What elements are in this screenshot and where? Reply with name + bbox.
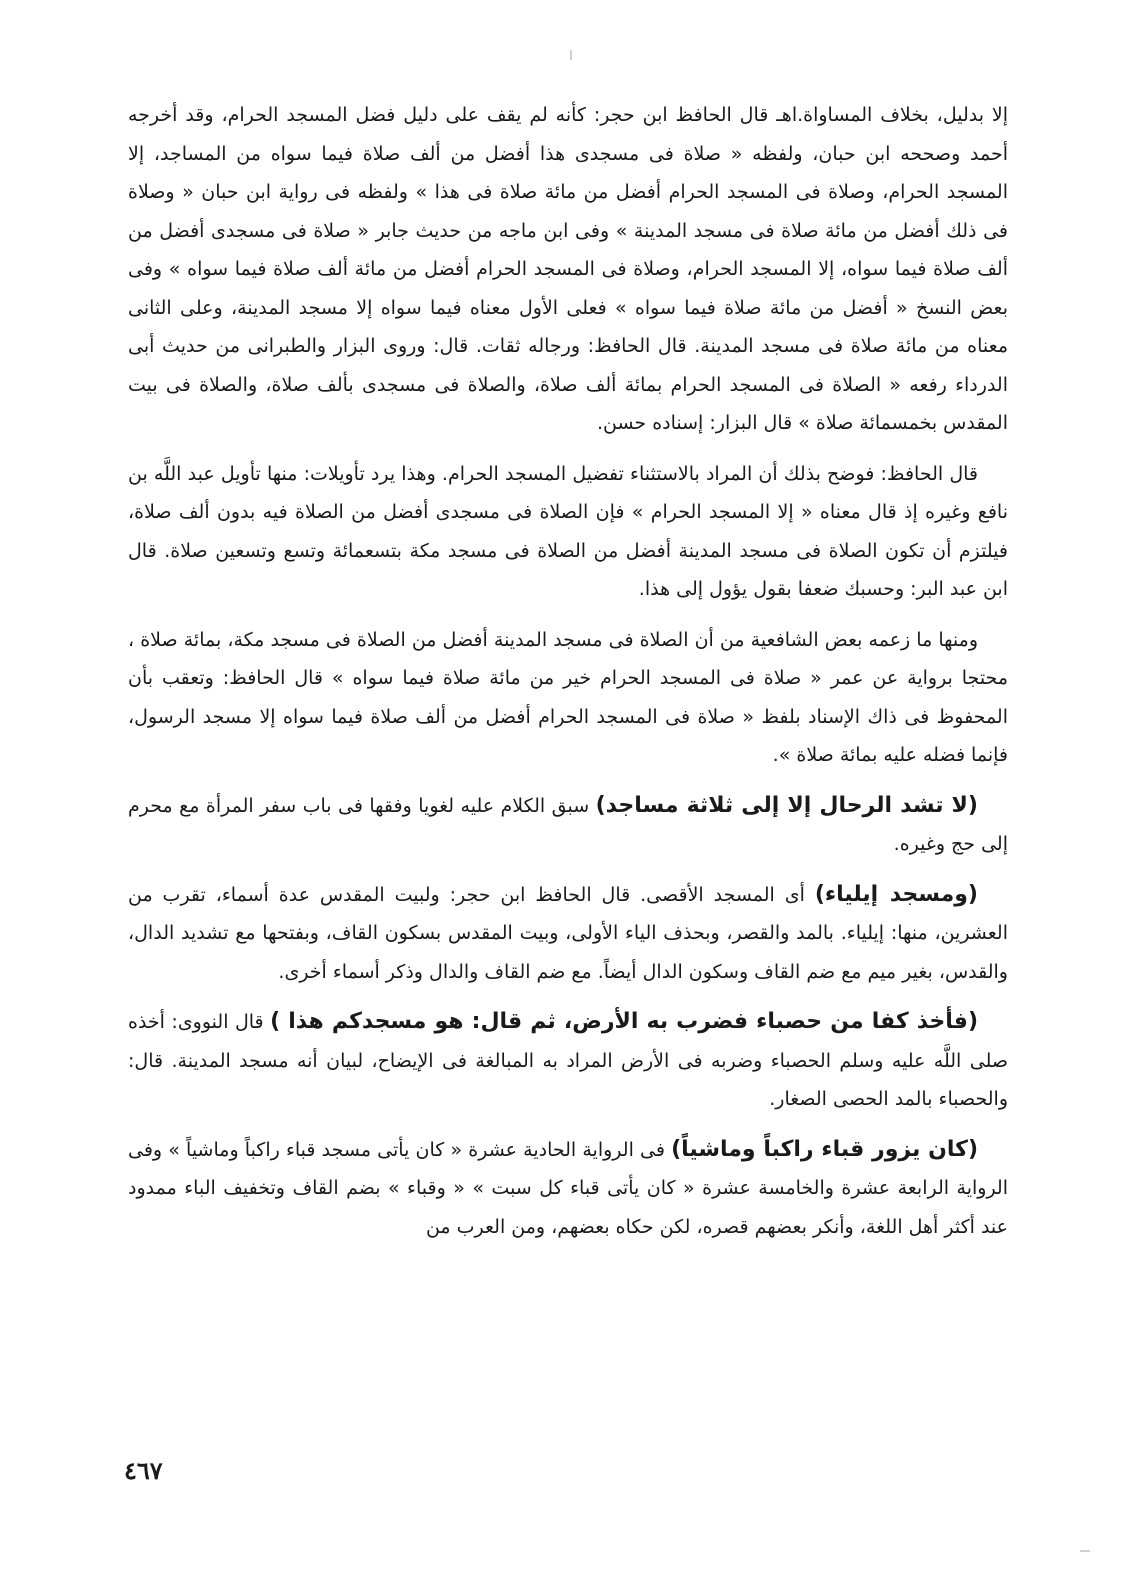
section-heading: (كان يزور قباء راكباً وماشياً) <box>671 1136 978 1162</box>
scan-mark-corner <box>1080 1550 1090 1552</box>
paragraph-3 <box>128 621 1008 775</box>
paragraph-6 <box>128 1003 1008 1119</box>
paragraph-5 <box>128 876 1008 992</box>
paragraph-text: أى المسجد الأقصى. قال الحافظ ابن حجر: ولبيت المقدس عدة أسماء، تقرب من العشرين، منها: إيلياء. بالمد والقصر، وبحذف الياء الأولى، وبيت المقدس بسكون القاف، وبفتحها مع تشديد الدال، والقدس، بغير ميم مع ضم القاف وسكون الدال أيضاً. مع ضم القاف والدال وذكر أسماء أخرى. <box>128 883 1008 983</box>
paragraph-text: سبق الكلام عليه لغويا وفقها فى باب سفر المرأة مع محرم إلى حج وغيره. <box>128 794 1008 855</box>
page-number: ٤٦٧ <box>124 1456 163 1485</box>
paragraph-text: قال النووى: أخذه صلى اللَّه عليه وسلم الحصباء وضربه فى الأرض المراد به المبالغة فى الإيضاح، لبيان أنه مسجد المدينة. قال: والحصباء بالمد الحصى الصغار. <box>128 1011 1008 1110</box>
scan-mark-top <box>570 50 572 60</box>
paragraph-7 <box>128 1131 1008 1247</box>
paragraph-text: قال الحافظ: فوضح بذلك أن المراد بالاستثناء تفضيل المسجد الحرام. وهذا يرد تأويلات: منها تأويل عبد اللَّه بن نافع وغيره إذ قال معناه « إلا المسجد الحرام » فإن الصلاة فى مسجدى أفضل من الصلاة فيه بدون ألف صلاة، فيلتزم أن تكون الصلاة فى مسجد المدينة أفضل من الصلاة فى مسجد مكة بتسعمائة وتسع وتسعين صلاة. قال ابن عبد البر: وحسبك ضعفا بقول يؤول إلى هذا. <box>128 462 1008 600</box>
paragraph-4 <box>128 787 1008 864</box>
paragraph-text: إلا بدليل، بخلاف المساواة.اهـ قال الحافظ ابن حجر: كأنه لم يقف على دليل فضل المسجد الحرام، وقد أخرجه أحمد وصححه ابن حبان، ولفظه « صلاة فى مسجدى هذا أفضل من ألف صلاة فيما سواه من المساجد، إلا المسجد الحرام، وصلاة فى المسجد الحرام أفضل من مائة صلاة فى هذا » ولفظه فى رواية ابن حبان « وصلاة فى ذلك أفضل من مائة صلاة فى مسجد المدينة » وفى ابن ماجه من حديث جابر « صلاة فى مسجدى أفضل من ألف صلاة فيما سواه، إلا المسجد الحرام، وصلاة فى المسجد الحرام أفضل من مائة ألف صلاة فيما سواه » وفى بعض النسخ « أفضل من مائة صلاة فيما سواه » فعلى الأول معناه فيما سواه إلا مسجد المدينة، وعلى الثانى معناه من مائة صلاة فى مسجد المدينة. قال الحافظ: ورجاله ثقات. قال: وروى البزار والطبرانى من حديث أبى الدرداء رفعه « الصلاة فى المسجد الحرام بمائة ألف صلاة، والصلاة فى مسجدى بألف صلاة، والصلاة فى بيت المقدس بخمسمائة صلاة » قال البزار: إسناده حسن. <box>128 104 1008 434</box>
page-body <box>128 96 1008 1496</box>
section-heading: (ومسجد إيلياء) <box>814 881 978 907</box>
section-heading: (لا تشد الرحال إلا إلى ثلاثة مساجد) <box>595 792 978 818</box>
paragraph-2 <box>128 455 1008 609</box>
paragraph-1 <box>128 96 1008 443</box>
section-heading: (فأخذ كفا من حصباء فضرب به الأرض، ثم قال: هو مسجدكم هذا ) <box>270 1009 978 1034</box>
paragraph-text: ومنها ما زعمه بعض الشافعية من أن الصلاة فى مسجد المدينة أفضل من الصلاة فى مسجد مكة، بمائة صلاة ، محتجا برواية عن عمر « صلاة فى المسجد الحرام خير من مائة صلاة فيما سواه » قال الحافظ: وتعقب بأن المحفوظ فى ذاك الإسناد بلفظ « صلاة فى المسجد الحرام أفضل من ألف صلاة فيما سواه إلا مسجد الرسول، فإنما فضله عليه بمائة صلاة ». <box>128 628 1008 766</box>
paragraph-text: فى الرواية الحادية عشرة « كان يأتى مسجد قباء راكباً وماشياً » وفى الرواية الرابعة عشرة والخامسة عشرة « كان يأتى قباء كل سبت » « وقباء » بضم القاف وتخفيف الباء ممدود عند أكثر أهل اللغة، وأنكر بعضهم قصره، لكن حكاه بعضهم، ومن العرب من <box>128 1138 1008 1238</box>
